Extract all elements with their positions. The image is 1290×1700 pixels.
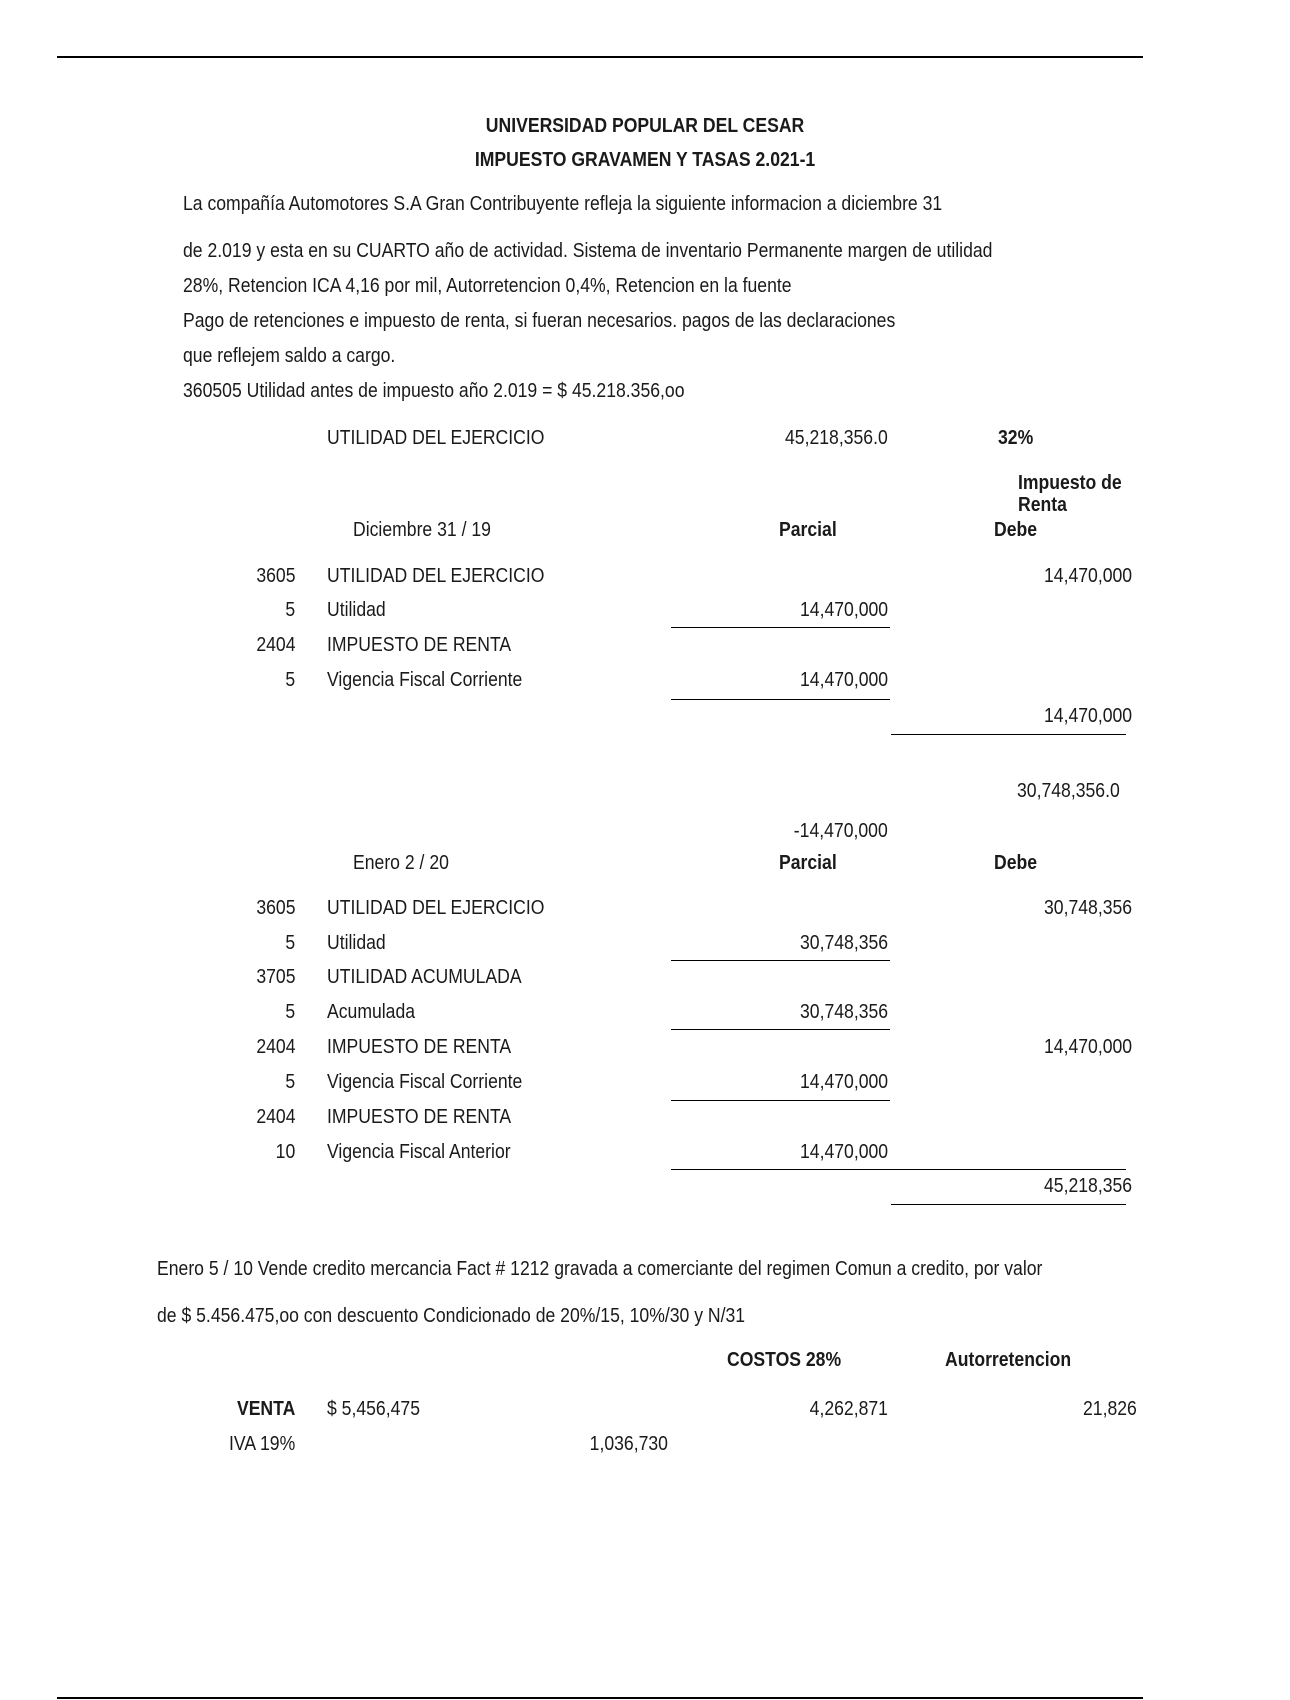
entry1-row2-code: 5 — [285, 599, 295, 621]
entry2-row3-code: 3705 — [255, 966, 295, 988]
entry2-row6-code: 5 — [285, 1071, 295, 1093]
entry1-row4-underline — [671, 699, 890, 700]
autorretencion-header: Autorretencion — [945, 1349, 1072, 1371]
venta-label: VENTA — [236, 1398, 295, 1420]
autorretencion-value: 21,826 — [1083, 1398, 1137, 1420]
entry2-row3-desc: UTILIDAD ACUMULADA — [327, 966, 522, 988]
entry1-row4-desc: Vigencia Fiscal Corriente — [327, 669, 523, 691]
intro-line-2: de 2.019 y esta en su CUARTO año de actividad. Sistema de inventario Permanente margen de utilidad — [183, 240, 993, 262]
entry1-date: Diciembre 31 / 19 — [353, 519, 491, 541]
iva-value: 1,036,730 — [589, 1433, 668, 1455]
entry1-row1-debe-clip — [1044, 564, 1133, 590]
entry2-row5-code: 2404 — [255, 1036, 295, 1058]
summary-value: 45,218,356.0 — [785, 427, 888, 449]
entry1-row4-code: 5 — [285, 669, 295, 691]
sale-line-2: de $ 5.456.475,oo con descuento Condicionado de 20%/15, 10%/30 y N/31 — [157, 1305, 746, 1327]
entry2-row5-debe: 14,470,000 — [1044, 1036, 1133, 1058]
entry2-row1-debe-clip — [1044, 896, 1133, 922]
entry2-row8-code: 10 — [275, 1141, 295, 1163]
entry2-row1-debe: 30,748,356 — [1044, 897, 1133, 919]
sale-line-1: Enero 5 / 10 Vende credito mercancia Fact # 1212 gravada a comerciante del regimen Comun a credito, por valor — [157, 1258, 1043, 1280]
entry1-row3-code: 2404 — [255, 634, 295, 656]
entry2-row1-desc: UTILIDAD DEL EJERCICIO — [327, 897, 545, 919]
entry1-row4-parcial: 14,470,000 — [799, 669, 888, 691]
entry2-row2-desc: Utilidad — [327, 932, 386, 954]
entry2-row8-desc: Vigencia Fiscal Anterior — [327, 1141, 511, 1163]
entry1-row1-code: 3605 — [255, 565, 295, 587]
entry2-row5-desc: IMPUESTO DE RENTA — [327, 1036, 512, 1058]
entry1-total-underline — [891, 734, 1126, 735]
tax-header-clip — [1018, 472, 1126, 516]
entry2-row5-debe-clip — [1044, 1035, 1133, 1061]
entry2-row7-desc: IMPUESTO DE RENTA — [327, 1106, 512, 1128]
intro-line-4: Pago de retenciones e impuesto de renta, si fueran necesarios. pagos de las declaraciones — [183, 310, 896, 332]
entry2-row2-parcial: 30,748,356 — [799, 932, 888, 954]
entry2-total-underline — [891, 1204, 1126, 1205]
entry2-row4-parcial: 30,748,356 — [799, 1001, 888, 1023]
entry2-row2-code: 5 — [285, 932, 295, 954]
entry2-row6-underline — [671, 1100, 890, 1101]
subject-title: IMPUESTO GRAVAMEN Y TASAS 2.021-1 — [474, 149, 816, 171]
summary-label: UTILIDAD DEL EJERCICIO — [327, 427, 545, 449]
iva-label: IVA 19% — [228, 1433, 295, 1455]
entry2-date: Enero 2 / 20 — [353, 852, 449, 874]
autorretencion-value-clip — [1083, 1397, 1137, 1423]
top-rule — [57, 56, 1143, 58]
entry1-row2-parcial: 14,470,000 — [799, 599, 888, 621]
venta-value: $ 5,456,475 — [327, 1398, 420, 1420]
intro-line-6: 360505 Utilidad antes de impuesto año 2.019 = $ 45.218.356,oo — [183, 380, 685, 402]
entry2-row6-desc: Vigencia Fiscal Corriente — [327, 1071, 523, 1093]
summary-rate: 32% — [998, 427, 1034, 449]
entry2-row4-underline — [671, 1029, 890, 1030]
entry1-row1-desc: UTILIDAD DEL EJERCICIO — [327, 565, 545, 587]
entry1-after-tax-clip — [1017, 779, 1126, 805]
entry1-after-tax: 30,748,356.0 — [1017, 780, 1120, 802]
costos-header: COSTOS 28% — [727, 1349, 842, 1371]
entry2-row4-desc: Acumulada — [327, 1001, 416, 1023]
costos-value: 4,262,871 — [809, 1398, 888, 1420]
entry2-row7-code: 2404 — [255, 1106, 295, 1128]
institution-title: UNIVERSIDAD POPULAR DEL CESAR — [485, 115, 805, 137]
entry2-total: 45,218,356 — [1044, 1175, 1133, 1197]
entry1-row3-desc: IMPUESTO DE RENTA — [327, 634, 512, 656]
entry2-row1-code: 3605 — [255, 897, 295, 919]
tax-header: Impuesto de Renta — [1018, 472, 1122, 516]
intro-line-3: 28%, Retencion ICA 4,16 por mil, Autorretencion 0,4%, Retencion en la fuente — [183, 275, 792, 297]
entry1-debe-header: Debe — [994, 519, 1038, 541]
entry2-row2-underline — [671, 960, 890, 961]
entry2-total-clip — [1044, 1174, 1133, 1200]
entry1-row2-underline — [671, 627, 890, 628]
entry1-total: 14,470,000 — [1044, 705, 1133, 727]
entry2-row6-parcial: 14,470,000 — [799, 1071, 888, 1093]
intro-line-5: que reflejem saldo a cargo. — [183, 345, 396, 367]
entry1-parcial-header: Parcial — [779, 519, 837, 541]
entry1-total-clip — [1044, 704, 1133, 730]
bottom-rule — [57, 1697, 1143, 1699]
entry2-debe-header: Debe — [994, 852, 1038, 874]
entry1-row2-desc: Utilidad — [327, 599, 386, 621]
intro-line-1: La compañía Automotores S.A Gran Contribuyente refleja la siguiente informacion a diciembre 31 — [183, 193, 943, 215]
entry2-row8-parcial: 14,470,000 — [799, 1141, 888, 1163]
sale-line-1-clip — [157, 1257, 1126, 1283]
entry2-row4-code: 5 — [285, 1001, 295, 1023]
entry2-parcial-header: Parcial — [779, 852, 837, 874]
entry1-row1-debe: 14,470,000 — [1044, 565, 1133, 587]
entry1-difference: -14,470,000 — [794, 820, 888, 842]
entry2-row8-underline — [671, 1169, 1126, 1170]
